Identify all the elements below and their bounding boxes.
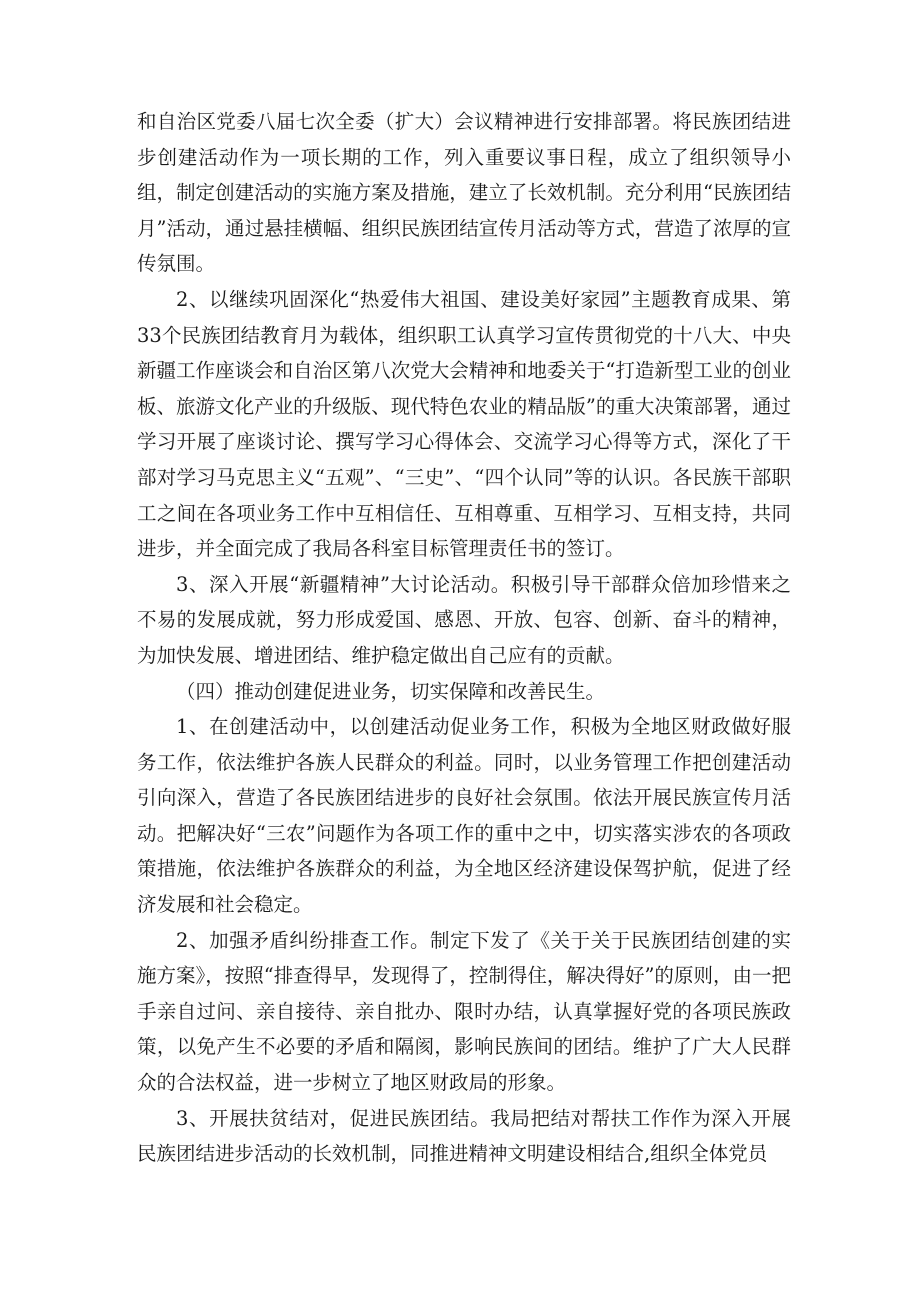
paragraph-item-3-poverty-pairing: 3、开展扶贫结对，促进民族团结。我局把结对帮扶工作作为深入开展民族团结进步活动的长效机制，同推进精神文明建设相结合,组织全体党员 <box>137 1106 791 1166</box>
paragraph-item-2-dispute-screening: 2、加强矛盾纠纷排查工作。制定下发了《关于关于民族团结创建的实施方案》，按照“排查得早，发现得了，控制得住，解决得好”的原则，由一把手亲自过问、亲自接待、亲自批办、限时办结，认真掌握好党的各项民族政策，以免产生不必要的矛盾和隔阂，影响民族间的团结。维护了广大人民群众的合法权益，进一步树立了地区财政局的形象。 <box>137 928 791 1095</box>
paragraph-item-3-xinjiang-spirit: 3、深入开展“新疆精神”大讨论活动。积极引导干部群众倍加珍惜来之不易的发展成就，努力形成爱国、感恩、开放、包容、创新、奋斗的精神，为加快发展、增进团结、维护稳定做出自己应有的贡献。 <box>137 572 791 667</box>
paragraph-item-2-theme-education: 2、以继续巩固深化“热爱伟大祖国、建设美好家园”主题教育成果、第33个民族团结教育月为载体，组织职工认真学习宣传贯彻党的十八大、中央新疆工作座谈会和自治区第八次党大会精神和地委关于“打造新型工业的创业板、旅游文化产业的升级版、现代特色农业的精品版”的重大决策部署，通过学习开展了座谈讨论、撰写学习心得体会、交流学习心得等方式，深化了干部对学习马克思主义“五观”、“三史”、“四个认同”等的认识。各民族干部职工之间在各项业务工作中互相信任、互相尊重、互相学习、互相支持，共同进步，并全面完成了我局各科室目标管理责任书的签订。 <box>137 287 791 561</box>
document-body <box>137 104 791 1172</box>
paragraph-item-1-business-work: 1、在创建活动中，以创建活动促业务工作，积极为全地区财政做好服务工作，依法维护各族人民群众的利益。同时，以业务管理工作把创建活动引向深入，营造了各民族团结进步的良好社会氛围。依法开展民族宣传月活动。把解决好“三农”问题作为各项工作的重中之中，切实落实涉农的各项政策措施，依法维护各族群众的利益，为全地区经济建设保驾护航，促进了经济发展和社会稳定。 <box>137 715 791 917</box>
paragraph-continuation: 和自治区党委八届七次全委（扩大）会议精神进行安排部署。将民族团结进步创建活动作为一项长期的工作，列入重要议事日程，成立了组织领导小组，制定创建活动的实施方案及措施，建立了长效机制。充分利用“民族团结月”活动，通过悬挂横幅、组织民族团结宣传月活动等方式，营造了浓厚的宣传氛围。 <box>137 110 791 276</box>
section-heading-4: （四）推动创建促进业务，切实保障和改善民生。 <box>176 679 606 703</box>
